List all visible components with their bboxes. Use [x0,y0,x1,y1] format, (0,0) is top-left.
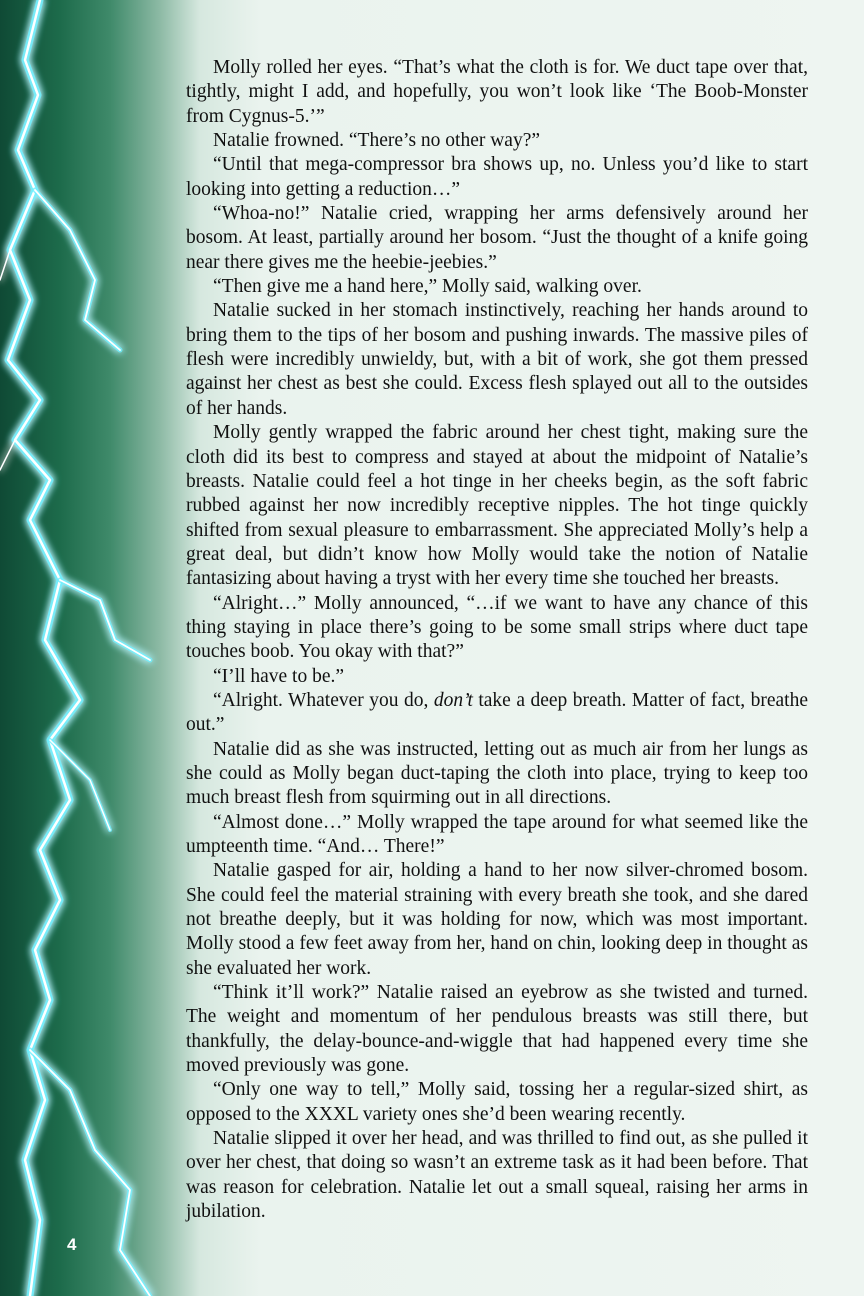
paragraph: “Almost done…” Molly wrapped the tape around for what seemed like the umpteenth time. “And… There!” [186,811,808,857]
paragraph: “Think it’ll work?” Natalie raised an eyebrow as she twisted and turned. The weight and momentum of her pendulous breasts was still there, but thankfully, the delay-bounce-and-wiggle that had happened every time she moved previously was gone. [186,982,808,1077]
paragraph: “Alright…” Molly announced, “…if we want to have any chance of this thing staying in place there’s going to be some small strips where duct tape touches boob. You okay with that?” [186,592,808,663]
paragraph: Molly gently wrapped the fabric around her chest tight, making sure the cloth did its best to compress and stayed at about the midpoint of Natalie’s breasts. Natalie could feel a hot tinge in her cheeks begin, as the soft fabric rubbed against her now incredibly receptive nipples. The hot tinge quickly shifted from sexual pleasure to embarrassment. She appreciated Molly’s help a great deal, but didn’t know how Molly would take the notion of Natalie fantasizing about having a tryst with her every time she touched her breasts. [186,422,808,590]
paragraph: “Until that mega-compressor bra shows up, no. Unless you’d like to start looking into getting a reduction…” [186,154,808,200]
paragraph [186,689,808,738]
paragraph: Natalie gasped for air, holding a hand to her now silver-chromed bosom. She could feel the material straining with every breath she took, and she dared not breathe deeply, but it was holding for now, which was most important. Molly stood a few feet away from her, hand on chin, looking deep in thought as she evaluated her work. [186,860,808,979]
paragraph: Natalie did as she was instructed, letting out as much air from her lungs as she could as Molly began duct-taping the cloth into place, trying to keep too much breast flesh from squirming out in all directions. [186,738,808,809]
story-text [186,56,808,1225]
emphasis-text: don’t [433,689,473,711]
paragraph-text: take a deep breath. Matter of fact, breathe out.” [186,689,809,736]
paragraph-text: “Alright. Whatever you do, [213,689,434,711]
lightning-decoration [0,0,200,1296]
paragraph: “Then give me a hand here,” Molly said, walking over. [213,276,642,298]
paragraph: Molly rolled her eyes. “That’s what the cloth is for. We duct tape over that, tightly, might I add, and hopefully, you won’t look like ‘The Boob-Monster from Cygnus-5.’” [186,57,808,127]
paragraph: Natalie sucked in her stomach instinctively, reaching her hands around to bring them to the tips of her bosom and pushing inwards. The massive piles of flesh were incredibly unwieldy, but, with a bit of work, she got them pressed against her chest as best she could. Excess flesh splayed out all to the outsides of her hands. [186,300,808,419]
paragraph: Natalie slipped it over her head, and was thrilled to find out, as she pulled it over her chest, that doing so wasn’t an extreme task as it had been before. That was reason for celebration. Natalie let out a small squeal, raising her arms in jubilation. [186,1128,808,1223]
paragraph: “Only one way to tell,” Molly said, tossing her a regular-sized shirt, as opposed to the XXXL variety ones she’d been wearing recently. [186,1079,808,1125]
page-number: 4 [67,1235,77,1254]
paragraph: Natalie frowned. “There’s no other way?” [213,130,541,152]
paragraph: “I’ll have to be.” [213,665,345,687]
paragraph: “Whoa-no!” Natalie cried, wrapping her arms defensively around her bosom. At least, partially around her bosom. “Just the thought of a knife going near there gives me the heebie-jeebies.” [186,203,808,273]
